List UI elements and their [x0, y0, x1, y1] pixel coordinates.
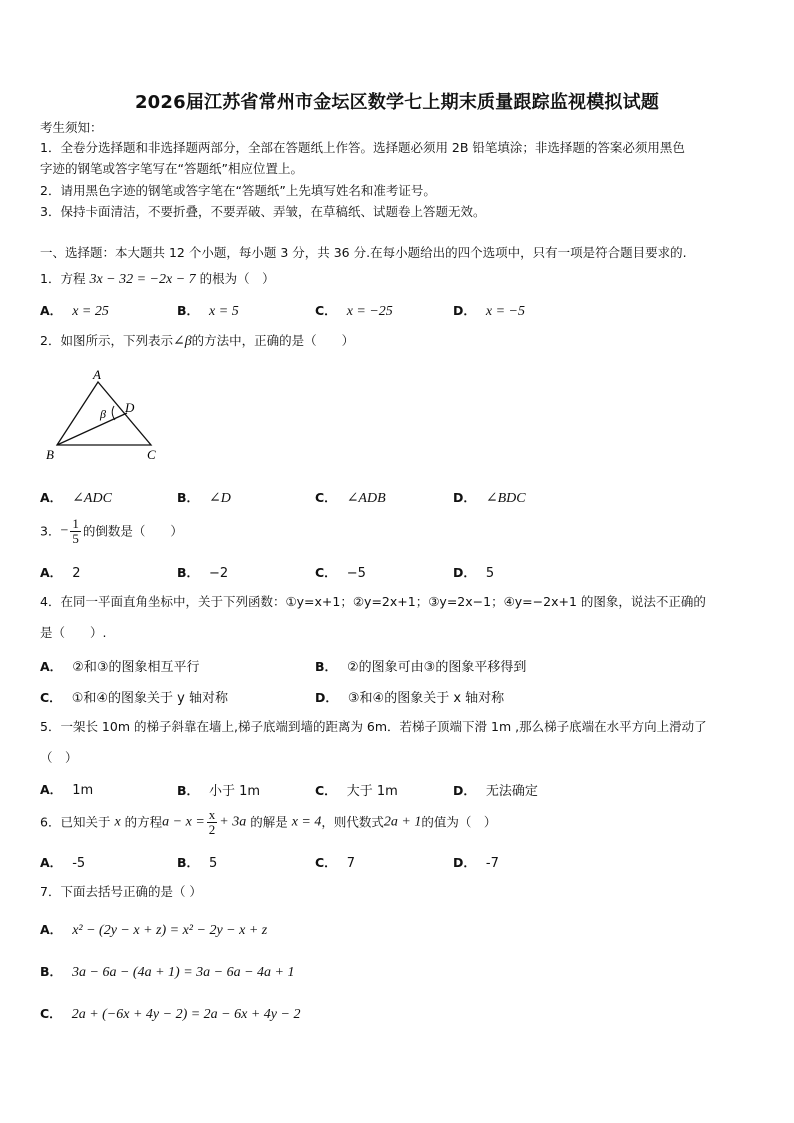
label-b: B [46, 447, 54, 462]
q5-option-a: A． 1m [40, 782, 94, 798]
q3-fraction: $\frac{1}{5}$ [72, 516, 79, 546]
q1-post: 的根为（ ） [199, 271, 275, 286]
q5-option-b: B． 小于 1m [177, 783, 261, 799]
q6-option-a: A． -5 [40, 855, 86, 871]
question-1 [40, 271, 275, 288]
q3-option-a: A． 2 [40, 565, 81, 581]
q4-option-d: D． ③和④的图象关于 x 轴对称 [315, 690, 505, 706]
q2-option-b: B． ∠D [177, 490, 231, 506]
label-c: C [147, 447, 156, 462]
q2-option-a: A． ∠ADC [40, 490, 112, 506]
question-4-line-2: 是（ ）. [40, 625, 107, 640]
q1-option-d: D． x = −5 [453, 303, 525, 319]
q6-option-b: B． 5 [177, 855, 218, 871]
notice-line-2: 字迹的钢笔或答字笔写在“答题纸”相应位置上。 [40, 161, 303, 176]
label-d: D [125, 400, 135, 415]
question-4-line-1: 4．在同一平面直角坐标中，关于下列函数：①y=x+1；②y=2x+1；③y=2x−1；④y=−2x+1 的图象，说法不正确的 [40, 594, 706, 609]
question-2: 2．如图所示，下列表示∠β的方法中，正确的是（ ） [40, 333, 355, 349]
question-5-line-1: 5．一架长 10m 的梯子斜靠在墙上,梯子底端到墙的距离为 6m．若梯子顶端下滑 1m ,那么梯子底端在水平方向上滑动了 [40, 719, 707, 734]
q4-option-c: C． ①和④的图象关于 y 轴对称 [40, 690, 228, 706]
q3-option-d: D． 5 [453, 565, 495, 581]
q1-pre: 方程 [60, 271, 86, 286]
q6-option-c: C． 7 [315, 855, 355, 871]
question-5-line-2: （ ） [40, 750, 78, 765]
question-6: 6．已知关于 x 的方程a − x = $\frac{x}{2}$ + 3a 的解是 x = 4，则代数式2a + 1的值为（ ） [40, 807, 497, 837]
q1-option-b: B． x = 5 [177, 303, 239, 319]
q3-option-c: C． −5 [315, 565, 366, 581]
q4-option-b: B． ②的图象可由③的图象平移得到 [315, 659, 527, 675]
page-title: 2026届江苏省常州市金坛区数学七上期末质量跟踪监视模拟试题 [134, 92, 660, 113]
q6-fraction: $\frac{x}{2}$ [208, 807, 216, 837]
notice-line-1: 1．全卷分选择题和非选择题两部分，全部在答题纸上作答。选择题必须用 2B 铅笔填涂；非选择题的答案必须用黑色 [40, 140, 685, 155]
label-a: A [93, 368, 101, 382]
q7-option-c: C． 2a + (−6x + 4y − 2) = 2a − 6x + 4y − 2 [40, 1006, 301, 1022]
triangle-figure [40, 368, 170, 464]
q4-option-a: A． ②和③的图象相互平行 [40, 659, 200, 675]
label-beta: β [100, 407, 106, 421]
q5-option-d: D． 无法确定 [453, 783, 538, 799]
q1-equation: 3x − 32 = −2x − 7 [89, 272, 196, 287]
q5-option-c: C． 大于 1m [315, 783, 398, 799]
q3-option-b: B． −2 [177, 565, 229, 581]
q1-option-a: A． x = 25 [40, 303, 109, 319]
section-heading: 一、选择题：本大题共 12 个小题，每小题 3 分，共 36 分.在每小题给出的四个选项中，只有一项是符合题目要求的. [40, 245, 687, 260]
question-7: 7．下面去括号正确的是（ ） [40, 884, 202, 899]
q7-option-a: A． x² − (2y − x + z) = x² − 2y − x + z [40, 922, 268, 938]
question-3: 3．− $\frac{1}{5}$ 的倒数是（ ） [40, 516, 183, 546]
notice-heading: 考生须知： [40, 120, 103, 135]
q2-angle: ∠β [172, 334, 192, 349]
q7-option-b: B． 3a − 6a − (4a + 1) = 3a − 6a − 4a + 1 [40, 964, 295, 980]
q2-option-d: D． ∠BDC [453, 490, 526, 506]
q1-option-c: C． x = −25 [315, 303, 393, 319]
q6-option-d: D． -7 [453, 855, 499, 871]
q1-number: 1． [40, 271, 61, 286]
q2-option-c: C． ∠ADB [315, 490, 386, 506]
notice-line-4: 3．保持卡面清洁，不要折叠，不要弄破、弄皱，在草稿纸、试题卷上答题无效。 [40, 204, 486, 219]
notice-line-3: 2．请用黑色字迹的钢笔或答字笔在“答题纸”上先填写姓名和准考证号。 [40, 183, 436, 198]
